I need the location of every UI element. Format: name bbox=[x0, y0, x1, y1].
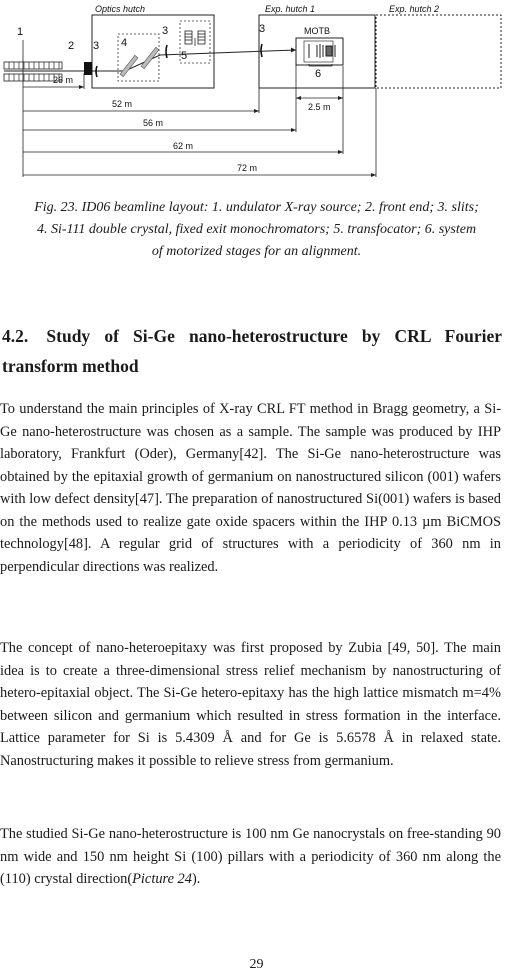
component-label-4: 4 bbox=[121, 37, 128, 49]
section-heading bbox=[2, 321, 502, 381]
caption-line-2: 4. Si-111 double crystal, fixed exit monochromators; 5. transfocator; 6. system bbox=[36, 222, 477, 237]
section-title: Study of Si-Ge nano-heterostructure by CRL Fourier transform method bbox=[2, 326, 503, 376]
caption-line-1: Fig. 23. ID06 beamline layout: 1. undulator X-ray source; 2. front end; 3. slits; bbox=[34, 200, 479, 215]
exp-hutch-2-box bbox=[376, 15, 501, 88]
exp-hutch-1-label: Exp. hutch 1 bbox=[265, 4, 316, 14]
component-label-3b: 3 bbox=[162, 25, 169, 37]
paragraph-1: To understand the main principles of X-ray CRL FT method in Bragg geometry, a Si-Ge nano-heterostructure was chosen as a sample. The sample was produced by IHP laboratory, Frankfurt (Oder), Germany[42]. The Si-Ge nano-heterostructure was obtained by the epitaxial growth of germanium on nanostructured silicon (001) wafers with low defect density[47]. The preparation of nanostructured Si(001) wafers is based on the methods used to realize gate oxide spacers within the IHP 0.13 µm BiCMOS technology[48]. A regular grid of structures with a periodicity of 360 nm in perpendicular directions was realized. bbox=[0, 401, 501, 575]
component-label-3a: 3 bbox=[93, 40, 100, 52]
distance-label-2-5m: 2.5 m bbox=[308, 102, 331, 112]
distance-label-56m: 56 m bbox=[143, 118, 164, 128]
distance-label-52m: 52 m bbox=[112, 99, 133, 109]
paragraph-2: The concept of nano-heteroepitaxy was first proposed by Zubia [49, 50]. The main idea is to create a three-dimensional stress relief mechanism by nanostructuring of hetero-epitaxial object. The Si-Ge hetero-epitaxy has the high lattice mismatch m=4% between silicon and germanium which resulted in stress formation in the interface. Lattice parameter for Si is 5.4309 Å and for Ge is 5.6578 Å in relaxed state. Nanostructuring makes it possible to relieve stress from germanium. bbox=[0, 640, 501, 769]
distance-label-62m: 62 m bbox=[173, 141, 194, 151]
component-label-6: 6 bbox=[315, 68, 322, 80]
paragraph-3 bbox=[0, 823, 501, 891]
paragraph-3-main: The studied Si-Ge nano-heterostructure is 100 nm Ge nanocrystals on free-standing 90 nm wide and 150 nm height Si (100) pillars with a periodicity of 360 nm along the (110) crystal direction( bbox=[0, 826, 501, 887]
distance-label-72m: 72 m bbox=[237, 163, 258, 173]
optics-hutch-label: Optics hutch bbox=[95, 4, 146, 14]
distance-label-26m: 26 m bbox=[53, 75, 74, 85]
page-number: 29 bbox=[249, 957, 264, 972]
motb-label: MOTB bbox=[304, 26, 330, 36]
paragraph-3-end: ). bbox=[191, 871, 201, 887]
transfocator-icon bbox=[185, 31, 205, 46]
beamline-layout-figure bbox=[0, 0, 513, 190]
component-label-1: 1 bbox=[17, 26, 24, 38]
figure-caption bbox=[0, 197, 513, 263]
slit-icon-2 bbox=[166, 45, 167, 58]
component-label-2: 2 bbox=[68, 40, 75, 52]
section-number: 4.2. bbox=[2, 326, 29, 346]
front-end-icon bbox=[84, 62, 92, 75]
component-label-3c: 3 bbox=[259, 23, 266, 35]
exp-hutch-2-label: Exp. hutch 2 bbox=[389, 4, 440, 14]
mono-crystal-2-icon bbox=[141, 47, 159, 68]
beam-arrowhead-icon bbox=[291, 48, 296, 53]
slit-icon-3 bbox=[261, 44, 262, 57]
motorized-stages-icon bbox=[309, 44, 335, 58]
picture-24-reference: Picture 24 bbox=[132, 871, 192, 887]
caption-line-3: of motorized stages for an alignment. bbox=[151, 244, 362, 259]
component-label-5: 5 bbox=[181, 50, 188, 62]
